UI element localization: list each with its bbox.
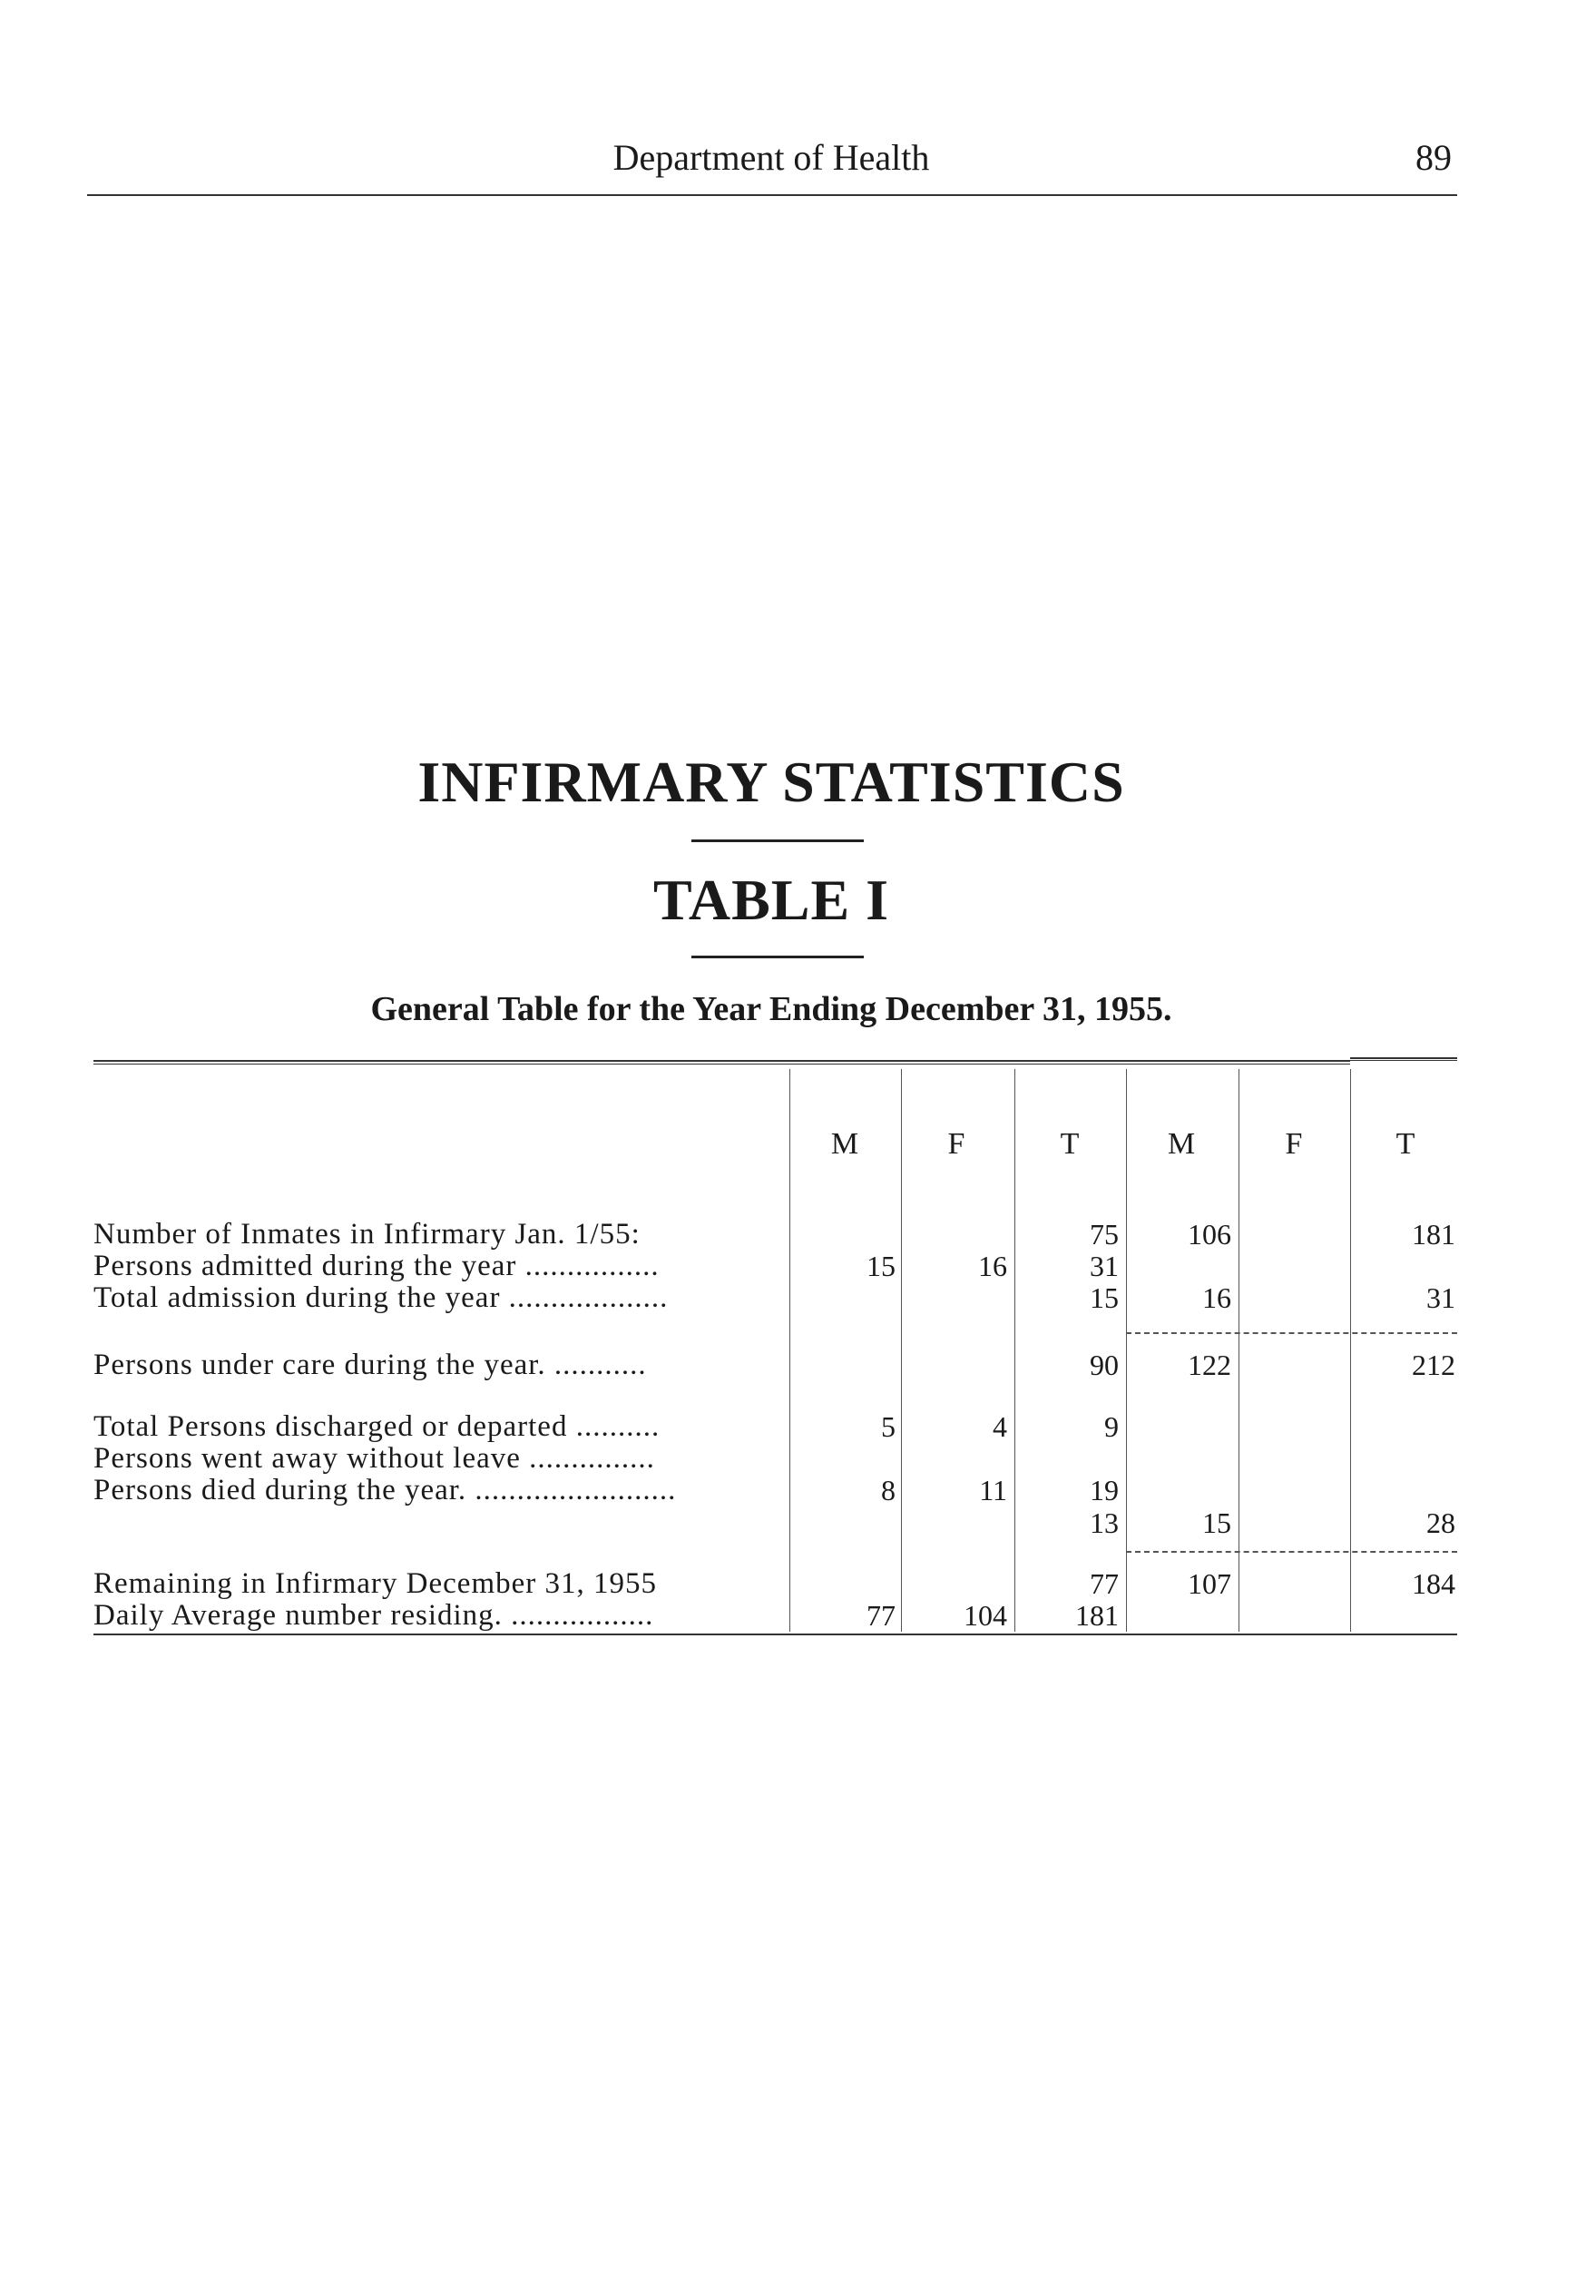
table-cell: 16 [978,1250,1007,1282]
subtotal-rule [1126,1332,1457,1334]
column-divider [1350,1069,1351,1632]
table-top-rule-2 [93,1064,1350,1065]
column-header: F [947,1127,965,1161]
table-bottom-rule [93,1634,1457,1635]
table-cell: 15 [1090,1281,1119,1314]
row-label: Persons admitted during the year ................ [93,1250,660,1282]
table-cell: 9 [1104,1410,1119,1443]
table-cell: 184 [1412,1567,1455,1600]
table-top-rule [93,1060,1350,1062]
row-label: Daily Average number residing. ................. [93,1599,654,1632]
column-header: T [1395,1127,1415,1161]
column-divider [1126,1069,1127,1632]
table-cell: 19 [1090,1474,1119,1506]
table-cell: 31 [1426,1281,1455,1314]
table-cell: 122 [1188,1349,1231,1381]
main-title: INFIRMARY STATISTICS [417,750,1125,814]
table-cell: 106 [1188,1218,1231,1251]
page-number: 89 [1415,137,1452,178]
table-cell: 15 [1202,1506,1231,1539]
table-top-rule-right [1350,1057,1457,1059]
table-cell: 77 [1090,1567,1119,1600]
row-label: Persons under care during the year. ........... [93,1349,647,1381]
title-rule-2 [691,956,864,958]
table-subtitle: General Table for the Year Ending December 31, 1955. [370,990,1172,1028]
column-header: F [1285,1127,1303,1161]
table-cell: 181 [1075,1599,1119,1632]
column-header: M [830,1127,859,1161]
table-cell: 181 [1412,1218,1455,1251]
table-cell: 8 [881,1474,896,1506]
column-divider [1014,1069,1015,1632]
row-label: Number of Inmates in Infirmary Jan. 1/55: [93,1218,641,1251]
subtotal-rule [1126,1551,1457,1553]
row-label: Remaining in Infirmary December 31, 1955 [93,1567,657,1600]
table-cell: 90 [1090,1349,1119,1381]
table-cell: 28 [1426,1506,1455,1539]
table-cell: 107 [1188,1567,1231,1600]
table-cell: 13 [1090,1506,1119,1539]
table-cell: 77 [867,1599,896,1632]
table-cell: 11 [979,1474,1007,1506]
table-title: TABLE I [652,868,890,932]
table-cell: 104 [964,1599,1007,1632]
column-divider [901,1069,902,1632]
row-label: Persons went away without leave ............... [93,1442,655,1475]
row-label: Persons died during the year. ........................ [93,1474,677,1506]
title-rule-1 [691,839,864,842]
column-header: T [1060,1127,1080,1161]
table-cell: 16 [1202,1281,1231,1314]
header-title: Department of Health [612,137,930,178]
header-rule [87,194,1457,196]
table-cell: 4 [993,1410,1007,1443]
table-cell: 212 [1412,1349,1455,1381]
table-cell: 5 [881,1410,896,1443]
table-cell: 15 [867,1250,896,1282]
table-cell: 31 [1090,1250,1119,1282]
row-label: Total Persons discharged or departed .......... [93,1410,661,1443]
table-top-rule-right-2 [1350,1060,1457,1061]
row-label: Total admission during the year ................... [93,1281,669,1314]
table-cell: 75 [1090,1218,1119,1251]
column-header: M [1167,1127,1196,1161]
